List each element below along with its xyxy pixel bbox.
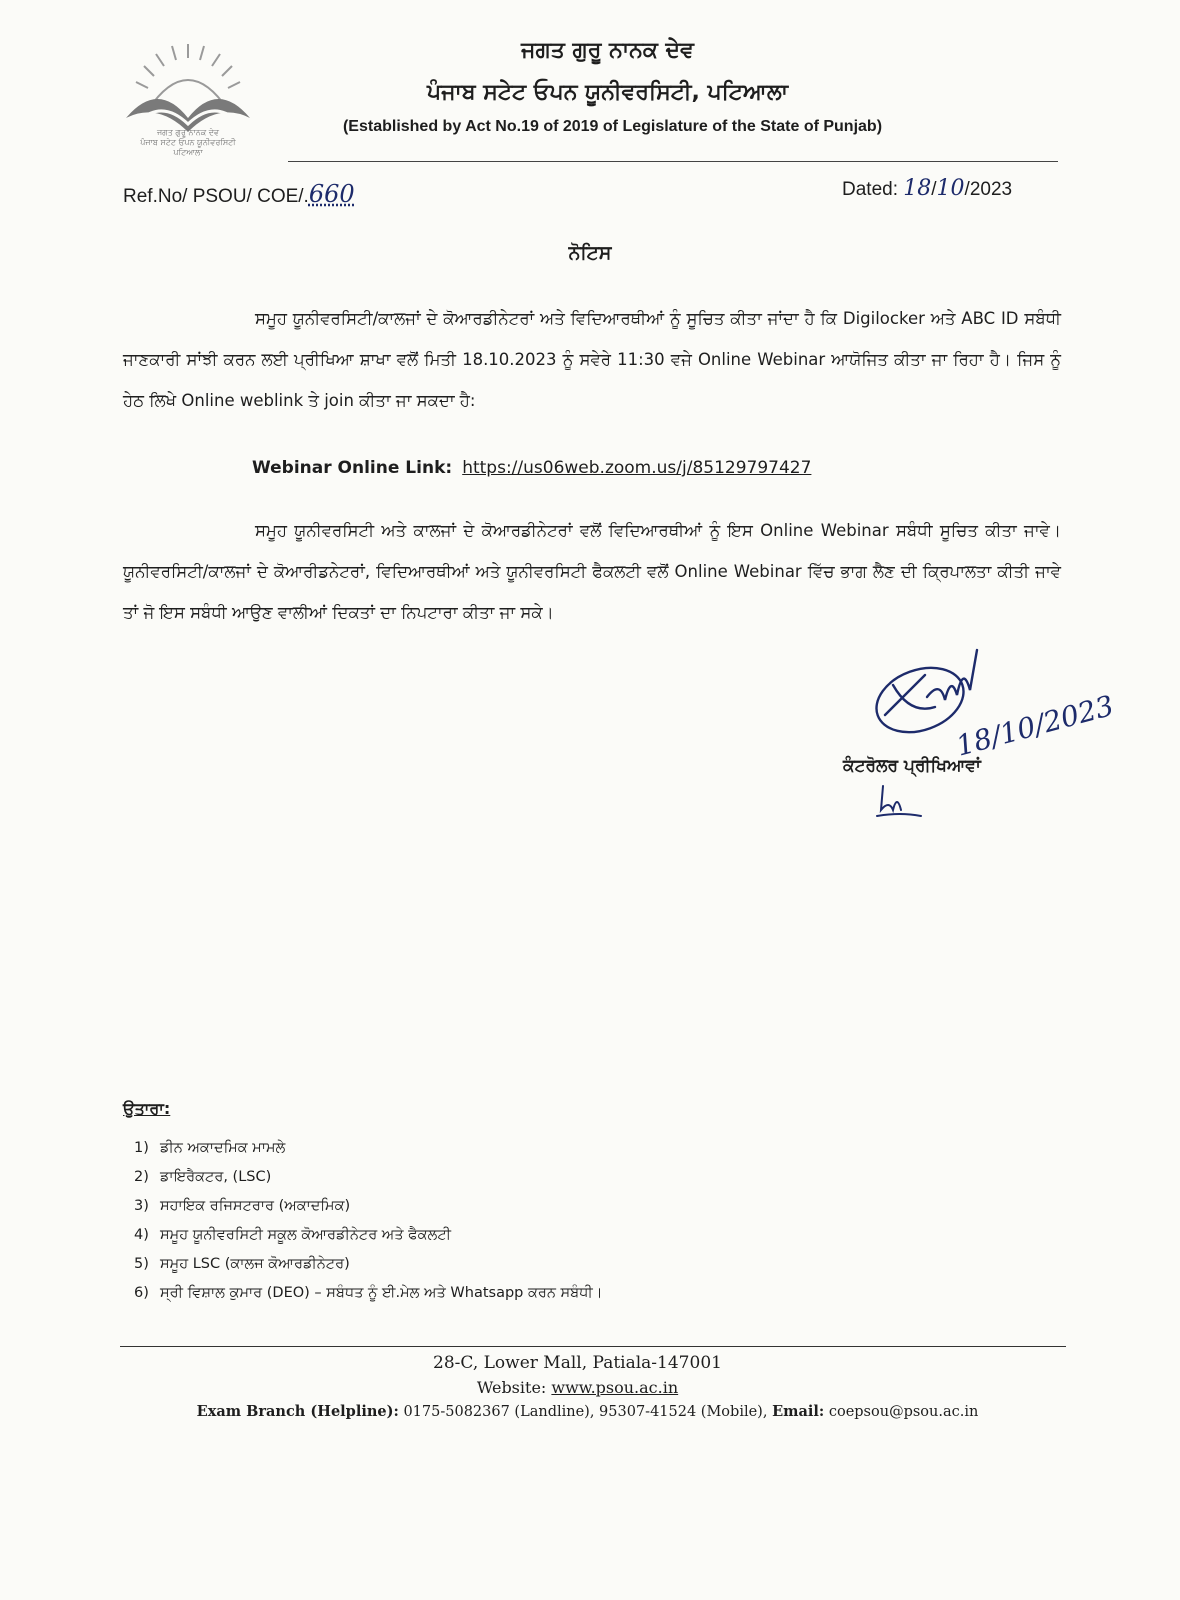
- date-month: 10: [936, 176, 965, 201]
- footer-divider: [120, 1346, 1066, 1347]
- notice-title: ਨੋਟਿਸ: [568, 242, 612, 264]
- notice-paragraph-2: [123, 510, 1061, 633]
- footer-website: [0, 1378, 1155, 1397]
- ref-number: 660: [308, 180, 355, 208]
- list-text: ਸਹਾਇਕ ਰਜਿਸਟਰਾਰ (ਅਕਾਦਮਿਕ): [160, 1198, 351, 1214]
- notice-paragraph-1: [123, 298, 1061, 421]
- webinar-link-url[interactable]: https://us06web.zoom.us/j/85129797427: [462, 458, 812, 478]
- list-item: [134, 1134, 603, 1163]
- handwritten-signature: [865, 645, 1118, 763]
- website-label: Website:: [476, 1378, 547, 1397]
- reference-number: [123, 180, 355, 208]
- list-text: ਡਾਇਰੈਕਟਰ, (LSC): [160, 1169, 272, 1185]
- email-link[interactable]: coepsou@psou.ac.in: [828, 1404, 979, 1420]
- header-divider: [288, 161, 1058, 162]
- copy-to-title: ਉਤਾਰਾ:: [123, 1099, 171, 1118]
- copy-to-list: [134, 1134, 603, 1308]
- date-sep: /: [931, 179, 937, 200]
- list-text: ਸ੍ਰੀ ਵਿਸ਼ਾਲ ਕੁਮਾਰ (DEO) – ਸਬੰਧਤ ਨੂੰ ਈ.ਮੇਲ ਅਤੇ Whatsapp ਕਰਨ ਸਬੰਧੀ।: [160, 1285, 603, 1301]
- logo-caption: ਜਗਤ ਗੁਰੂ ਨਾਨਕ ਦੇਵ ਪੰਜਾਬ ਸਟੇਟ ਓਪਨ ਯੂਨੀਵਰਸਿਟੀ ਪਟਿਆਲਾ: [140, 128, 236, 157]
- date-line: [842, 176, 1012, 201]
- website-link[interactable]: www.psou.ac.in: [551, 1378, 679, 1397]
- list-number: 3): [134, 1198, 149, 1214]
- list-item: [134, 1279, 603, 1308]
- paragraph-2-text: ਸਮੂਹ ਯੂਨੀਵਰਸਿਟੀ ਅਤੇ ਕਾਲਜਾਂ ਦੇ ਕੋਆਰਡੀਨੇਟਰਾਂ ਵਲੋਂ ਵਿਦਿਆਰਥੀਆਂ ਨੂੰ ਇਸ Online Webinar ਸਬੰਧੀ ਸੂਚਿਤ ਕੀਤਾ ਜਾਵੇ। ਯੂਨੀਵਰਸਿਟੀ/ਕਾਲਜਾਂ ਦੇ ਕੋਆਰੀਡਨੇਟਰਾਂ, ਵਿਦਿਆਰਥੀਆਂ ਅਤੇ ਯੂਨੀਵਰਸਿਟੀ ਫੈਕਲਟੀ ਵਲੋਂ Online Webinar ਵਿੱਚ ਭਾਗ ਲੈਣ ਦੀ ਕ੍ਰਿਪਾਲਤਾ ਕੀਤੀ ਜਾਵੇ ਤਾਂ ਜੋ ਇਸ ਸਬੰਧੀ ਆਉਣ ਵਾਲੀਆਂ ਦਿਕਤਾਂ ਦਾ ਨਿਪਟਾਰਾ ਕੀਤਾ ਜਾ ਸਕੇ।: [123, 521, 1061, 622]
- helpline-numbers: 0175-5082367 (Landline), 95307-41524 (Mobile),: [403, 1404, 768, 1420]
- date-prefix: Dated:: [842, 179, 898, 200]
- webinar-link-label: Webinar Online Link:: [252, 458, 453, 478]
- initials-mark: [875, 782, 925, 820]
- footer-helpline: [0, 1403, 1155, 1420]
- list-number: 6): [134, 1285, 149, 1301]
- date-day: 18: [903, 176, 932, 201]
- list-number: 4): [134, 1227, 149, 1243]
- list-item: [134, 1250, 603, 1279]
- helpline-label: Exam Branch (Helpline):: [196, 1403, 399, 1420]
- list-number: 5): [134, 1256, 149, 1272]
- list-item: [134, 1192, 603, 1221]
- list-number: 1): [134, 1140, 149, 1156]
- footer-address: 28-C, Lower Mall, Patiala-147001: [433, 1353, 722, 1373]
- list-item: [134, 1163, 603, 1192]
- establishment-note: (Established by Act No.19 of 2019 of Legislature of the State of Punjab): [342, 118, 883, 135]
- paragraph-1-text: ਸਮੂਹ ਯੂਨੀਵਰਸਿਟੀ/ਕਾਲਜਾਂ ਦੇ ਕੋਆਰਡੀਨੇਟਰਾਂ ਅਤੇ ਵਿਦਿਆਰਥੀਆਂ ਨੂੰ ਸੂਚਿਤ ਕੀਤਾ ਜਾਂਦਾ ਹੈ ਕਿ Digilocker ਅਤੇ ABC ID ਸਬੰਧੀ ਜਾਣਕਾਰੀ ਸਾਂਝੀ ਕਰਨ ਲਈ ਪ੍ਰੀਖਿਆ ਸ਼ਾਖਾ ਵਲੋਂ ਮਿਤੀ 18.10.2023 ਨੂੰ ਸਵੇਰੇ 11:30 ਵਜੇ Online Webinar ਆਯੋਜਿਤ ਕੀਤਾ ਜਾ ਰਿਹਾ ਹੈ। ਜਿਸ ਨੂੰ ਹੇਠ ਲਿਖੇ Online weblink ਤੇ join ਕੀਤਾ ਜਾ ਸਕਦਾ ਹੈ:: [123, 309, 1061, 410]
- header-line-1: ਜਗਤ ਗੁਰੂ ਨਾਨਕ ਦੇਵ: [521, 38, 694, 63]
- university-name: ਪੰਜਾਬ ਸਟੇਟ ਓਪਨ ਯੂਨੀਵਰਸਿਟੀ, ਪਟਿਆਲਾ: [427, 80, 788, 105]
- ref-prefix: Ref.No/ PSOU/ COE/.: [123, 186, 309, 207]
- date-year: /2023: [964, 179, 1013, 200]
- list-text: ਡੀਨ ਅਕਾਦਮਿਕ ਮਾਮਲੇ: [160, 1140, 286, 1156]
- list-text: ਸਮੂਹ LSC (ਕਾਲਜ ਕੋਆਰਡੀਨੇਟਰ): [160, 1256, 350, 1272]
- signature-date: 18/10/2023: [952, 688, 1118, 763]
- list-text: ਸਮੂਹ ਯੂਨੀਵਰਸਿਟੀ ਸਕੂਲ ਕੋਆਰਡੀਨੇਟਰ ਅਤੇ ਫੈਕਲਟੀ: [160, 1227, 451, 1243]
- webinar-link-row: [252, 458, 811, 478]
- signatory-designation: ਕੰਟਰੋਲਰ ਪ੍ਰੀਖਿਆਵਾਂ: [843, 756, 981, 776]
- list-item: [134, 1221, 603, 1250]
- email-label: Email:: [772, 1403, 825, 1420]
- list-number: 2): [134, 1169, 149, 1185]
